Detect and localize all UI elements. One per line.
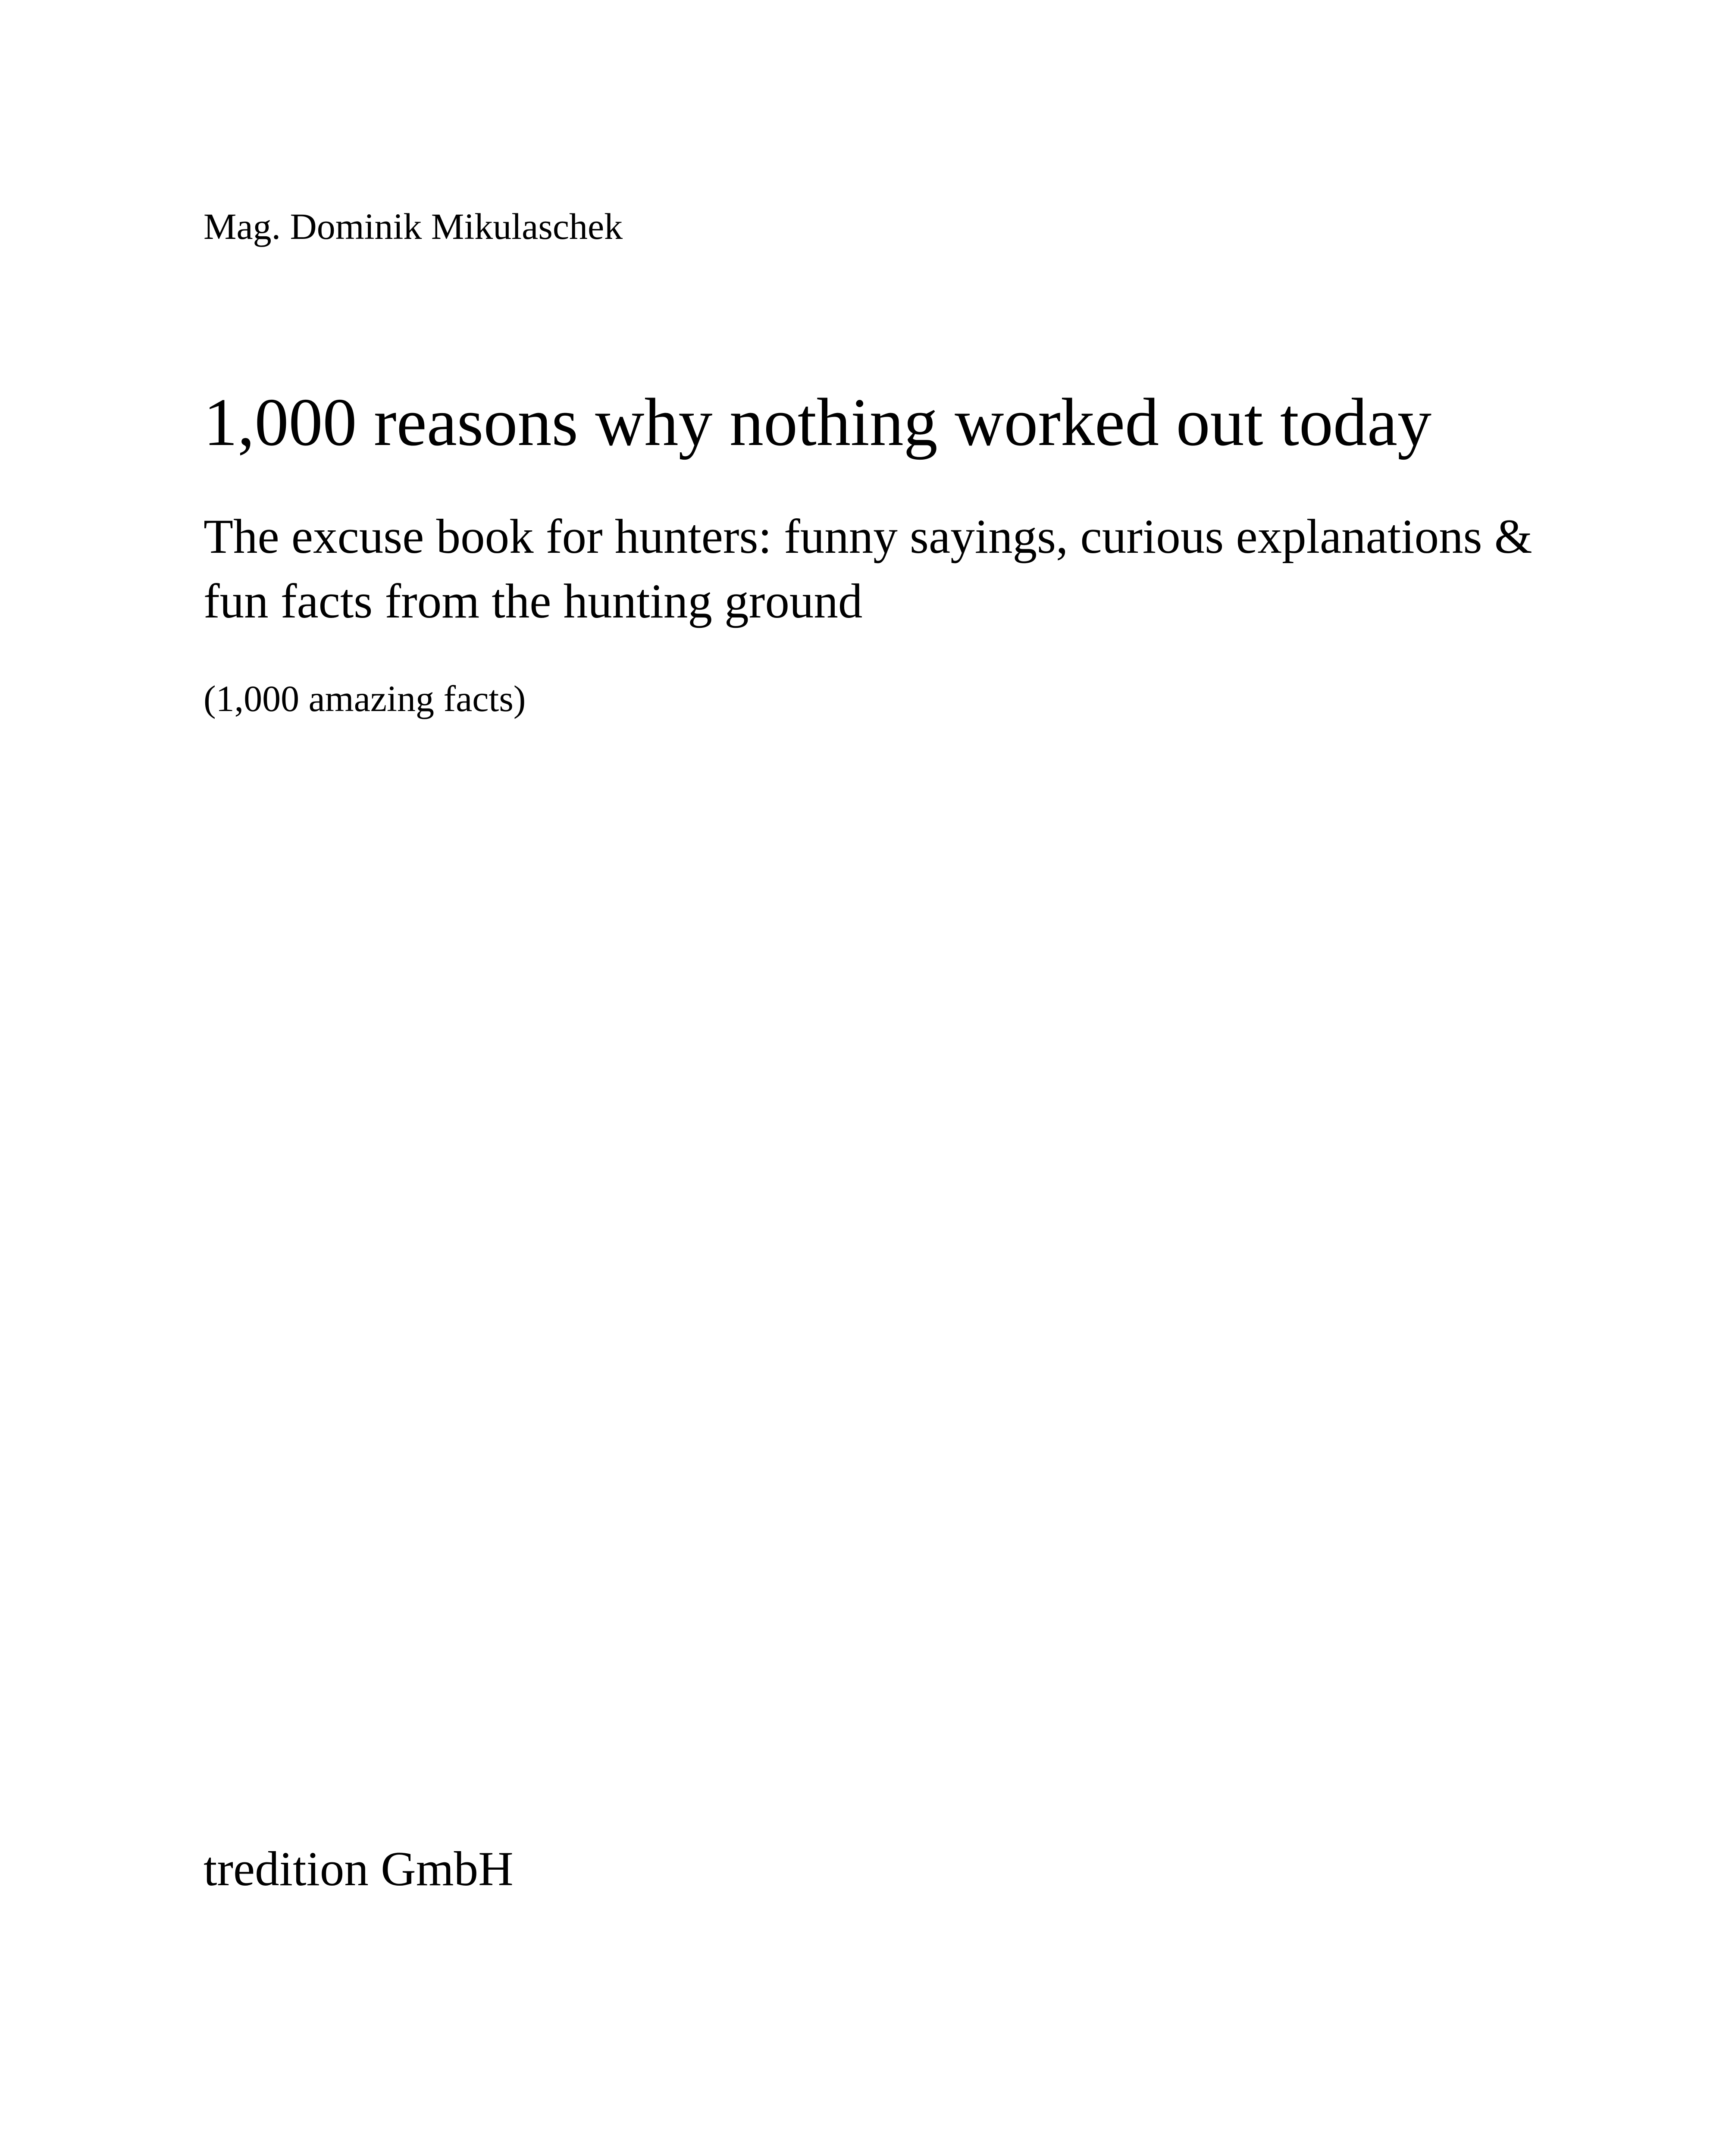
publisher-name: tredition GmbH	[204, 1842, 514, 1896]
book-note: (1,000 amazing facts)	[204, 678, 526, 719]
book-title: 1,000 reasons why nothing worked out today	[204, 385, 1432, 460]
book-subtitle: The excuse book for hunters: funny sayings, curious explanations & fun facts from the hunting ground	[204, 510, 1532, 628]
author-name: Mag. Dominik Mikulaschek	[204, 206, 623, 247]
